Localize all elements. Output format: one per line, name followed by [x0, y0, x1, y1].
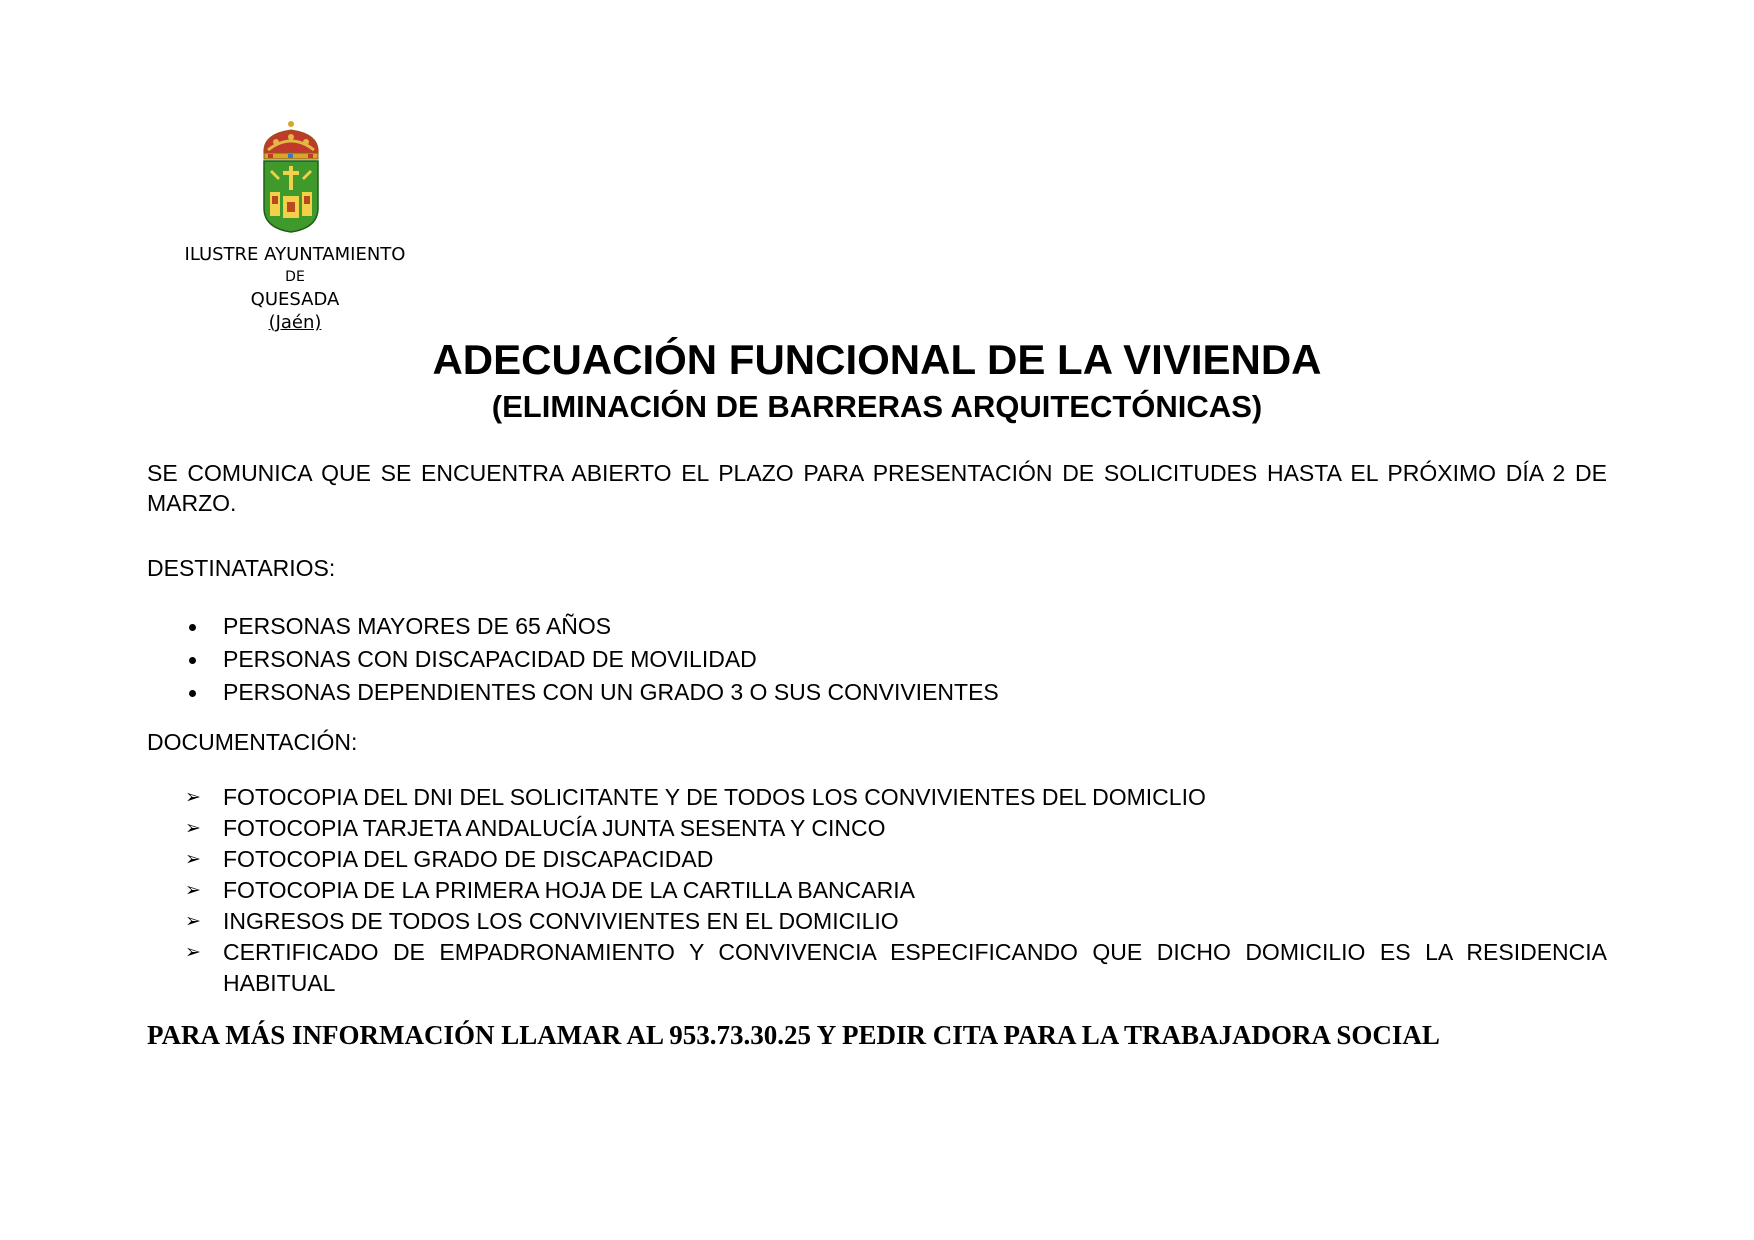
letterhead-line-institution: ILUSTRE AYUNTAMIENTO: [184, 244, 406, 265]
document-text: FOTOCOPIA DEL DNI DEL SOLICITANTE Y DE TODOS LOS CONVIVIENTES DEL DOMICLIO: [223, 784, 1206, 810]
arrowhead-icon: ➢: [185, 786, 201, 808]
document-text: INGRESOS DE TODOS LOS CONVIVIENTES EN EL DOMICILIO: [223, 908, 899, 934]
notice-subtitle: (ELIMINACIÓN DE BARRERAS ARQUITECTÓNICAS): [491, 389, 1263, 424]
arrowhead-icon: ➢: [185, 848, 201, 870]
list-item: [147, 875, 1607, 906]
list-item: [147, 610, 1607, 643]
list-item: [147, 676, 1607, 709]
recipient-text: PERSONAS CON DISCAPACIDAD DE MOVILIDAD: [223, 646, 757, 672]
letterhead: [150, 243, 440, 334]
arrowhead-icon: ➢: [185, 879, 201, 901]
contact-info: PARA MÁS INFORMACIÓN LLAMAR AL 953.73.30.25 Y PEDIR CITA PARA LA TRABAJADORA SOCIAL: [147, 1020, 1440, 1050]
list-item: [147, 813, 1607, 844]
documentation-heading: DOCUMENTACIÓN:: [147, 729, 358, 755]
document-text: FOTOCOPIA DEL GRADO DE DISCAPACIDAD: [223, 846, 714, 872]
list-item: [147, 937, 1607, 999]
coat-of-arms-icon: [258, 120, 324, 234]
recipient-text: PERSONAS MAYORES DE 65 AÑOS: [223, 613, 612, 639]
letterhead-line-province: (Jaén): [268, 312, 322, 333]
notice-intro: SE COMUNICA QUE SE ENCUENTRA ABIERTO EL PLAZO PARA PRESENTACIÓN DE SOLICITUDES HASTA EL PRÓXIMO DÍA 2 DE MARZO.: [147, 460, 1607, 516]
arrowhead-icon: ➢: [185, 910, 201, 932]
arrowhead-icon: ➢: [185, 941, 201, 963]
letterhead-line-town: QUESADA: [250, 289, 340, 310]
document-text: FOTOCOPIA TARJETA ANDALUCÍA JUNTA SESENTA Y CINCO: [223, 815, 886, 841]
list-item: [147, 906, 1607, 937]
letterhead-line-de: DE: [285, 269, 305, 285]
notice-title: ADECUACIÓN FUNCIONAL DE LA VIVIENDA: [432, 336, 1322, 383]
list-item: [147, 643, 1607, 676]
recipient-text: PERSONAS DEPENDIENTES CON UN GRADO 3 O SUS CONVIVIENTES: [223, 679, 999, 705]
arrowhead-icon: ➢: [185, 817, 201, 839]
documentation-list: [147, 782, 1607, 999]
recipients-heading: DESTINATARIOS:: [147, 555, 336, 581]
list-item: [147, 782, 1607, 813]
recipients-list: [147, 610, 1607, 709]
document-text: CERTIFICADO DE EMPADRONAMIENTO Y CONVIVENCIA ESPECIFICANDO QUE DICHO DOMICILIO ES LA RESIDENCIA HABITUAL: [223, 939, 1607, 996]
list-item: [147, 844, 1607, 875]
document-text: FOTOCOPIA DE LA PRIMERA HOJA DE LA CARTILLA BANCARIA: [223, 877, 915, 903]
